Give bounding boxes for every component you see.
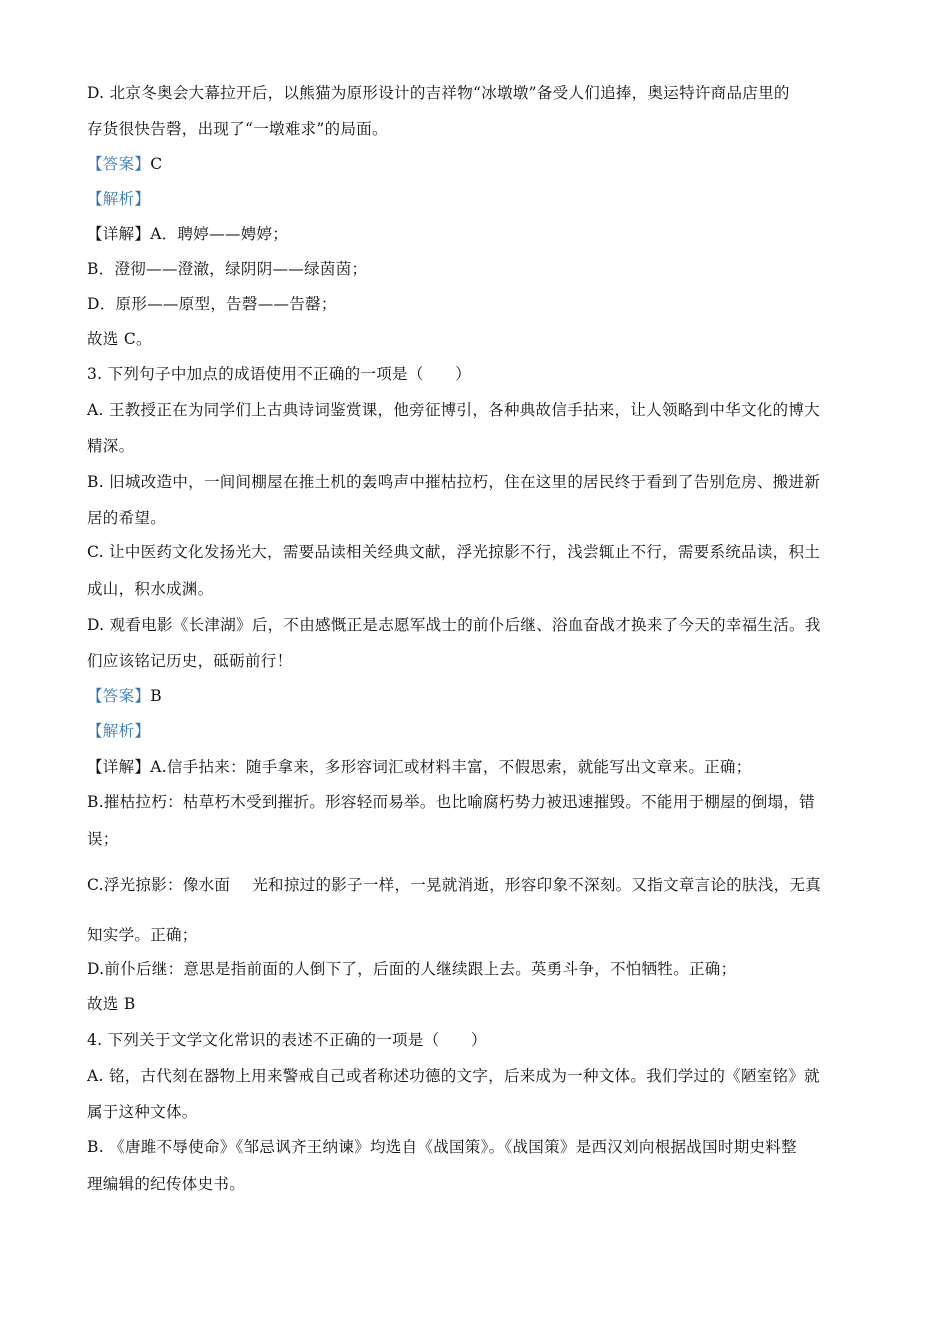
analysis-tag: 【解析】 xyxy=(87,190,151,208)
q3-option-d-line1: D. 观看电影《长津湖》后，不由感慨正是志愿军战士的前仆后继、浴血奋战才换来了今天的幸福生活。我 xyxy=(87,616,821,634)
q3-option-b-line2: 居的希望。 xyxy=(87,509,167,527)
q3-detail-d: D.前仆后继：意思是指前面的人倒下了，后面的人继续跟上去。英勇斗争，不怕牺牲。正确； xyxy=(87,960,737,978)
q3-option-a-line1: A. 王教授正在为同学们上古典诗词鉴赏课，他旁征博引，各种典故信手拈来，让人领略到中华文化的博大 xyxy=(87,401,820,419)
detail-c-part1: C.浮光掠影：像水面 xyxy=(87,876,231,894)
q3-option-a-line2: 精深。 xyxy=(87,437,135,455)
q3-detail-c-line2: 知实学。正确； xyxy=(87,926,198,944)
q3-option-d-line2: 们应该铭记历史，砥砺前行！ xyxy=(87,652,293,670)
q3-option-b-line1: B. 旧城改造中，一间间棚屋在推土机的轰鸣声中摧枯拉朽，住在这里的居民终于看到了告别危房、搬进新 xyxy=(87,473,821,491)
q4-option-a-line2: 属于这种文体。 xyxy=(87,1103,198,1121)
q2-answer-line xyxy=(87,154,162,174)
detail-tag: 【详解】 xyxy=(87,758,151,776)
q2-detail-b: B．澄彻——澄澈，绿阴阴——绿茵茵； xyxy=(87,260,368,278)
q3-answer-line xyxy=(87,686,162,706)
answer-tag: 【答案】 xyxy=(87,155,151,173)
q4-option-b-line1: B. 《唐雎不辱使命》《邹忌讽齐王纳谏》均选自《战国策》。《战国策》是西汉刘向根据战国时期史料整 xyxy=(87,1138,797,1156)
q3-question: 3. 下列句子中加点的成语使用不正确的一项是（ ） xyxy=(87,365,472,383)
analysis-tag: 【解析】 xyxy=(87,722,151,740)
q3-option-c-line1: C. 让中医药文化发扬光大，需要品读相关经典文献，浮光掠影不行，浅尝辄止不行，需要系统品读，积土 xyxy=(87,543,821,561)
q3-option-c-line2: 成山，积水成渊。 xyxy=(87,580,214,598)
q3-detail-b-line1: B.摧枯拉朽：枯草朽木受到摧折。形容轻而易举。也比喻腐朽势力被迅速摧毁。不能用于棚屋的倒塌，错 xyxy=(87,793,815,811)
q3-detail-b-line2: 误； xyxy=(87,830,119,848)
q2-analysis-line xyxy=(87,189,150,209)
answer-value: B xyxy=(150,687,162,705)
detail-text: A.信手拈来：随手拿来，多形容词汇或材料丰富，不假思索，就能写出文章来。正确； xyxy=(150,758,752,776)
detail-tag: 【详解】 xyxy=(87,225,151,243)
q2-detail-a xyxy=(87,224,288,244)
detail-text: A．聘婷——娉婷； xyxy=(150,225,289,243)
q3-detail-a xyxy=(87,757,752,777)
answer-tag: 【答案】 xyxy=(87,687,151,705)
q2-option-d-line1: D. 北京冬奥会大幕拉开后，以熊猫为原形设计的吉祥物“冰墩墩”备受人们追捧，奥运特许商品店里的 xyxy=(87,84,790,102)
answer-value: C xyxy=(150,155,163,173)
detail-c-part2: 光和掠过的影子一样，一晃就消逝，形容印象不深刻。又指文章言论的肤浅，无真 xyxy=(252,876,822,894)
q2-option-d-line2: 存货很快告磬，出现了“一墩难求”的局面。 xyxy=(87,120,388,138)
q2-conclusion: 故选 C。 xyxy=(87,330,152,348)
q4-question: 4. 下列关于文学文化常识的表述不正确的一项是（ ） xyxy=(87,1031,487,1049)
q4-option-a-line1: A. 铭，古代刻在器物上用来警戒自己或者称述功德的文字，后来成为一种文体。我们学过的《陋室铭》就 xyxy=(87,1067,820,1085)
q3-detail-c-line1 xyxy=(87,875,821,895)
q3-analysis-line xyxy=(87,721,150,741)
q3-conclusion: 故选 B xyxy=(87,995,136,1013)
q2-detail-d: D．原形——原型，告磬——告罄； xyxy=(87,295,337,313)
q4-option-b-line2: 理编辑的纪传体史书。 xyxy=(87,1175,246,1193)
